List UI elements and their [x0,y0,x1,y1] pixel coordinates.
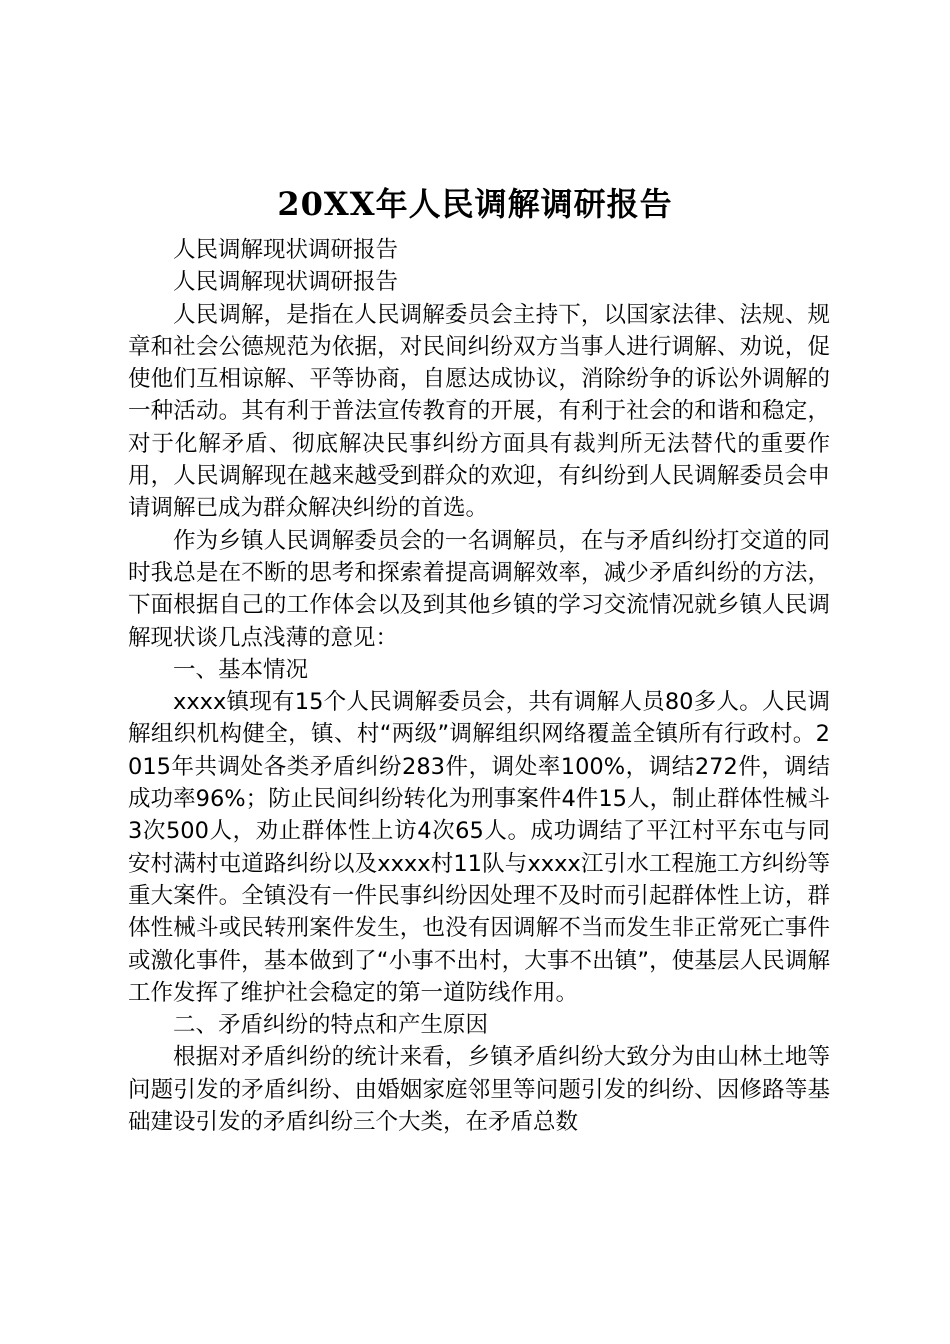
paragraph-basic-situation: xxxx镇现有15个人民调解委员会，共有调解人员80多人。人民调解组织机构健全，镇、村“两级”调解组织网络覆盖全镇所有行政村。2015年共调处各类矛盾纠纷283件，调处率100%，调结272件，调结成功率96%；防止民间纠纷转化为刑事案件4件15人，制止群体性械斗3次500人，劝止群体性上访4次65人。成功调结了平江村平东屯与同安村满村屯道路纠纷以及xxxx村11队与xxxx江引水工程施工方纠纷等重大案件。全镇没有一件民事纠纷因处理不及时而引起群体性上访，群体性械斗或民转刑案件发生，也没有因调解不当而发生非正常死亡事件或激化事件，基本做到了“小事不出村，大事不出镇”，使基层人民调解工作发挥了维护社会稳定的第一道防线作用。 [128,689,830,1006]
paragraph-characteristics: 根据对矛盾纠纷的统计来看，乡镇矛盾纠纷大致分为由山林土地等问题引发的矛盾纠纷、由婚姻家庭邻里等问题引发的纠纷、因修路等基础建设引发的矛盾纠纷三个大类，在矛盾总数 [128,1044,830,1136]
section-heading-characteristics: 二、矛盾纠纷的特点和产生原因 [173,1012,489,1039]
document-body [128,234,830,1138]
paragraph-introduction: 作为乡镇人民调解委员会的一名调解员，在与矛盾纠纷打交道的同时我总是在不断的思考和探索着提高调解效率，减少矛盾纠纷的方法，下面根据自己的工作体会以及到其他乡镇的学习交流情况就乡镇人民调解现状谈几点浅薄的意见： [128,527,830,651]
paragraph-subtitle-1: 人民调解现状调研报告 [173,237,399,263]
section-heading-basic-situation: 一、基本情况 [173,656,309,683]
paragraph-subtitle-2: 人民调解现状调研报告 [173,269,399,296]
paragraph-definition: 人民调解，是指在人民调解委员会主持下，以国家法律、法规、规章和社会公德规范为依据，对民间纠纷双方当事人进行调解、劝说，促使他们互相谅解、平等协商，自愿达成协议，消除纷争的诉讼外调解的一种活动。其有利于普法宣传教育的开展，有利于社会的和谐和稳定，对于化解矛盾、彻底解决民事纠纷方面具有裁判所无法替代的重要作用，人民调解现在越来越受到群众的欢迎，有纠纷到人民调解委员会申请调解已成为群众解决纠纷的首选。 [128,301,830,522]
document-title: 20XX年人民调解调研报告 [277,185,673,223]
